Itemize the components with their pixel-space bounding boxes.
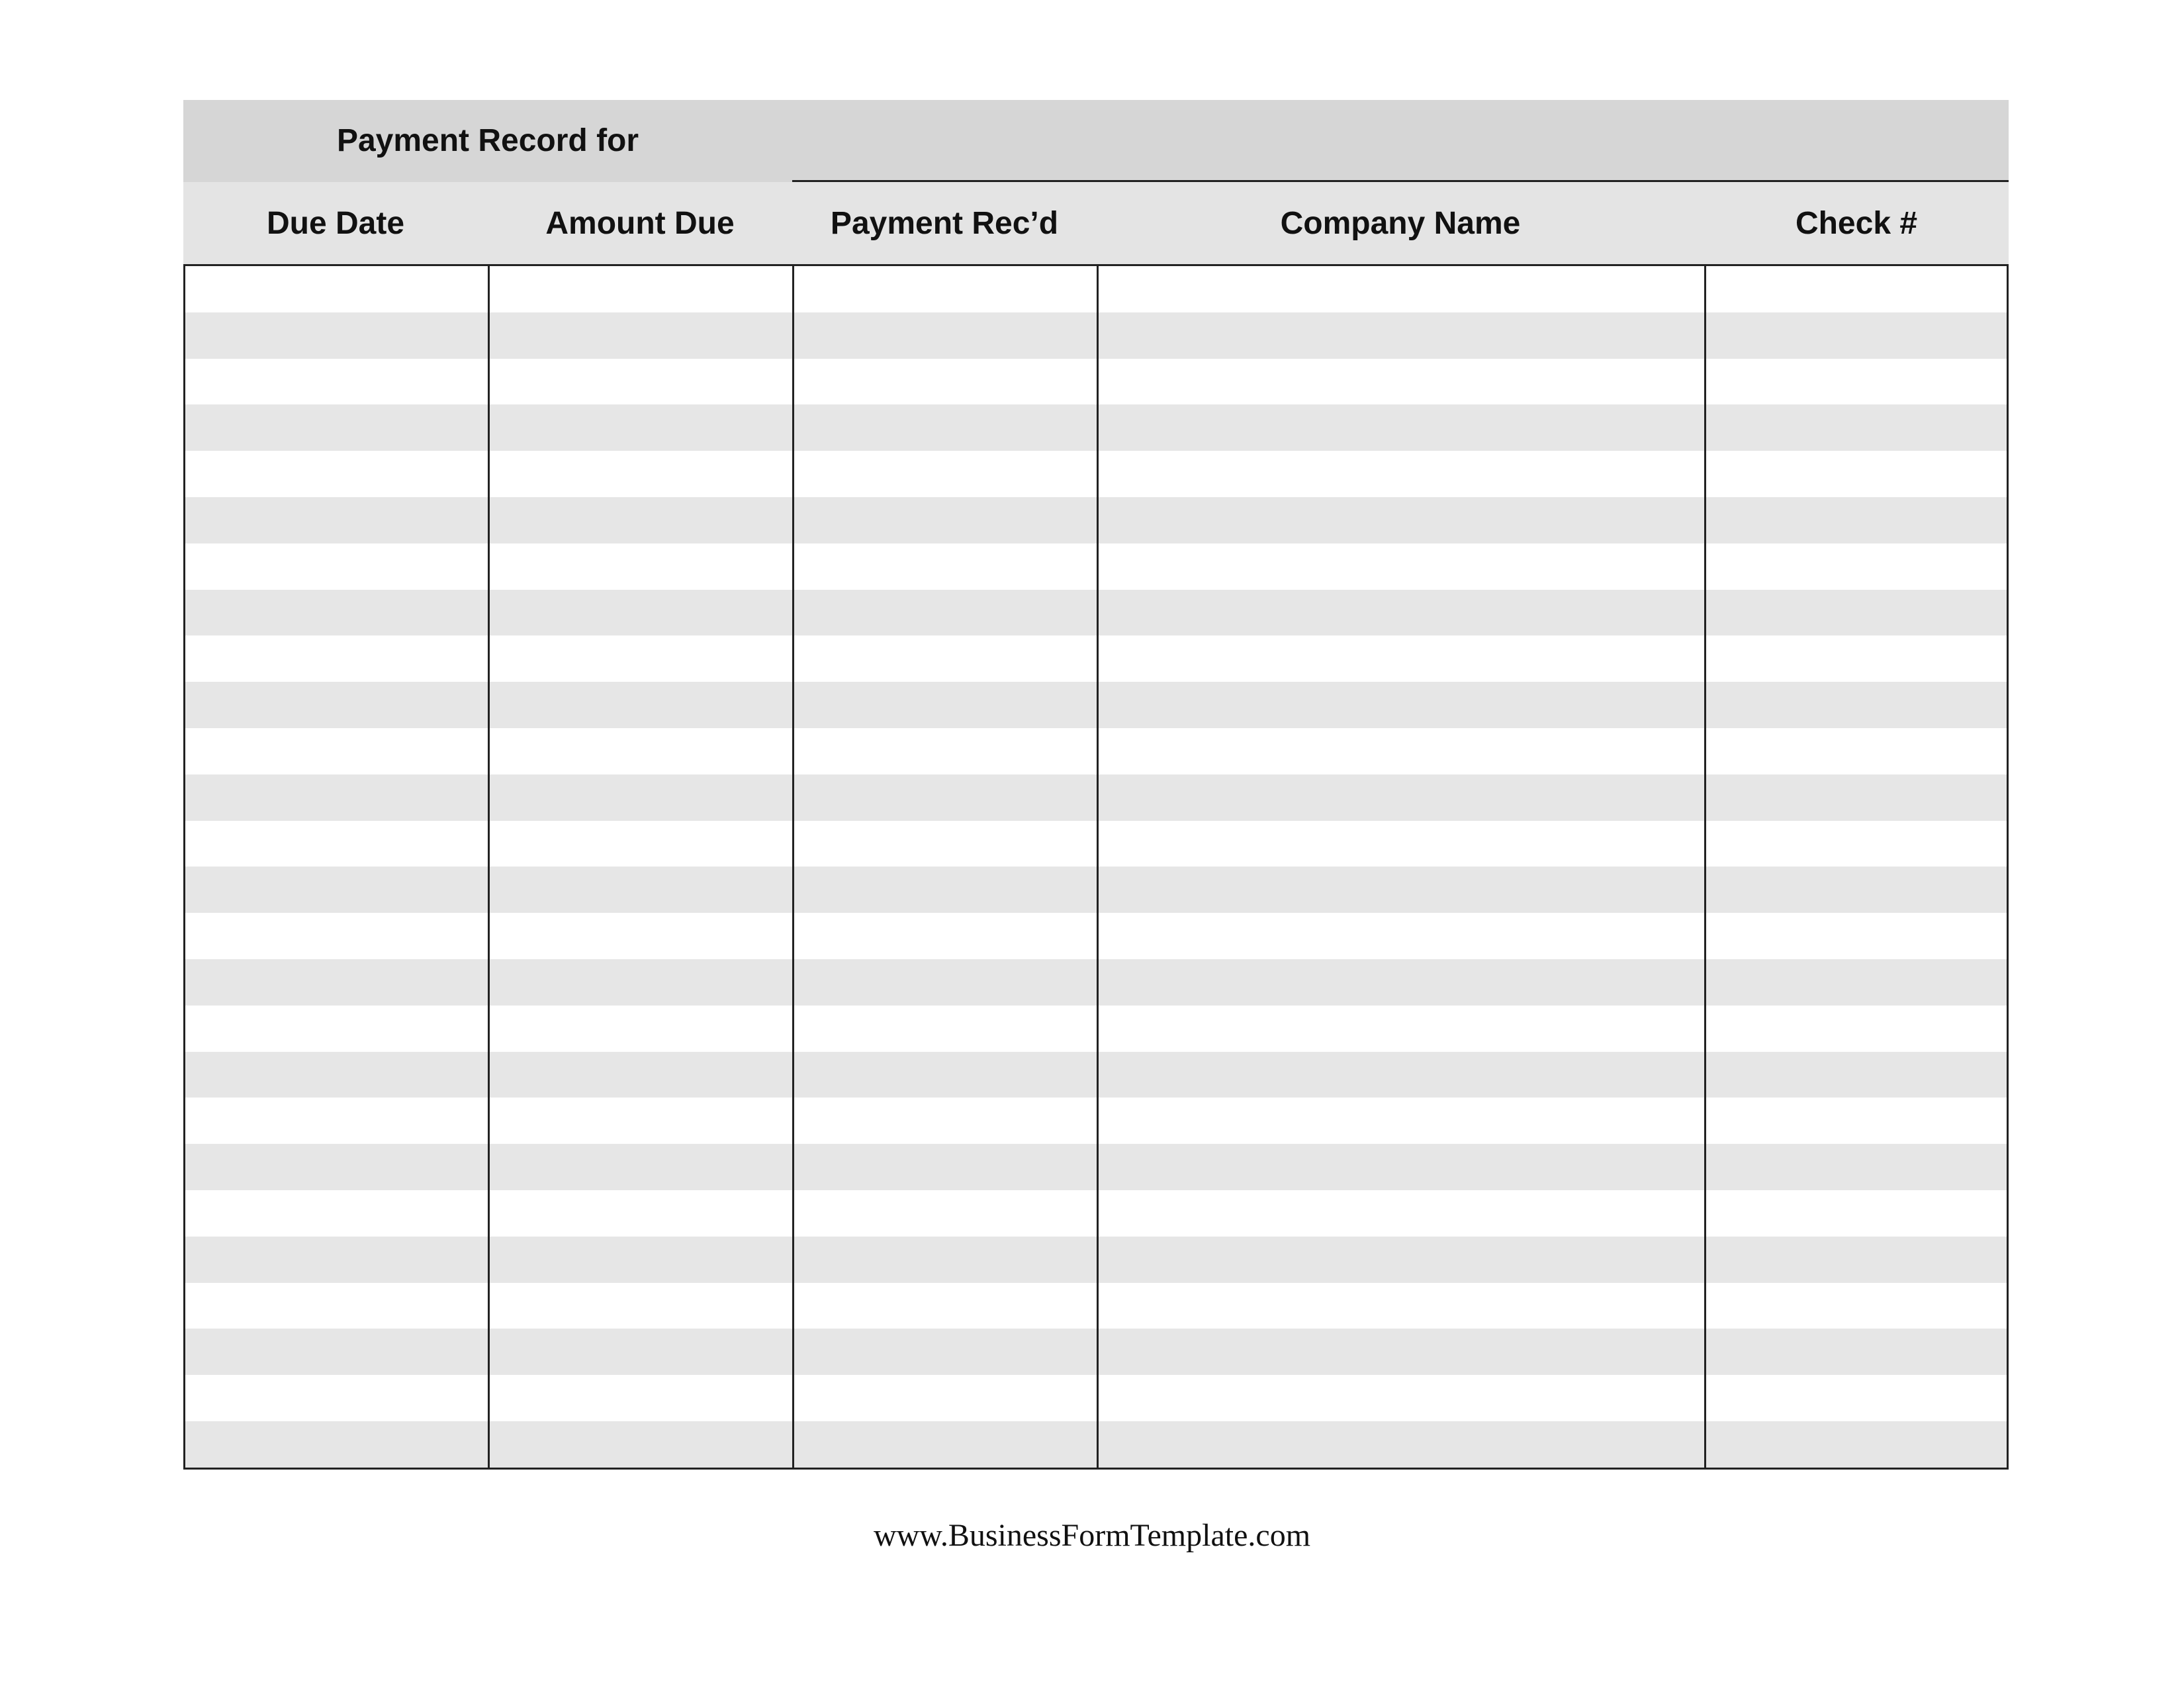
due-date-cell[interactable] [185, 1329, 488, 1375]
due-date-cell[interactable] [185, 913, 488, 959]
due-date-cell[interactable] [185, 635, 488, 682]
amount-due-cell[interactable] [488, 359, 792, 405]
amount-due-cell[interactable] [488, 1375, 792, 1421]
table-row [185, 1421, 2007, 1468]
due-date-cell[interactable] [185, 497, 488, 543]
due-date-cell[interactable] [185, 590, 488, 636]
check-number-cell[interactable] [1704, 497, 2007, 543]
check-number-cell[interactable] [1704, 543, 2007, 590]
due-date-cell[interactable] [185, 821, 488, 867]
company-name-cell[interactable] [1097, 451, 1704, 497]
amount-due-cell[interactable] [488, 682, 792, 728]
amount-due-cell[interactable] [488, 1144, 792, 1190]
company-name-cell[interactable] [1097, 1237, 1704, 1283]
table-row [185, 312, 2007, 359]
payment-record-form [183, 100, 2009, 1470]
footer-website: www.BusinessFormTemplate.com [873, 1518, 1311, 1553]
check-number-cell[interactable] [1704, 682, 2007, 728]
table-row [185, 359, 2007, 405]
amount-due-cell[interactable] [488, 543, 792, 590]
due-date-cell[interactable] [185, 774, 488, 821]
entry-grid [183, 266, 2009, 1470]
check-number-cell[interactable] [1704, 1006, 2007, 1052]
check-number-cell[interactable] [1704, 451, 2007, 497]
table-row [185, 266, 2007, 312]
due-date-cell[interactable] [185, 1237, 488, 1283]
check-number-cell[interactable] [1704, 1283, 2007, 1329]
payment-recd-cell[interactable] [792, 774, 1097, 821]
payment-recd-cell[interactable] [792, 266, 1097, 312]
column-header-company-name: Company Name [1280, 205, 1521, 241]
check-number-cell[interactable] [1704, 1190, 2007, 1237]
check-number-cell[interactable] [1704, 404, 2007, 451]
table-row [185, 867, 2007, 913]
due-date-cell[interactable] [185, 1006, 488, 1052]
company-name-cell[interactable] [1097, 590, 1704, 636]
check-number-cell[interactable] [1704, 1329, 2007, 1375]
due-date-cell[interactable] [185, 1098, 488, 1144]
check-number-cell[interactable] [1704, 821, 2007, 867]
check-number-cell[interactable] [1704, 774, 2007, 821]
company-name-cell[interactable] [1097, 1283, 1704, 1329]
check-number-cell[interactable] [1704, 635, 2007, 682]
payment-recd-cell[interactable] [792, 1237, 1097, 1283]
company-name-cell[interactable] [1097, 497, 1704, 543]
amount-due-cell[interactable] [488, 1237, 792, 1283]
check-number-cell[interactable] [1704, 1375, 2007, 1421]
table-row [185, 635, 2007, 682]
due-date-cell[interactable] [185, 266, 488, 312]
amount-due-cell[interactable] [488, 867, 792, 913]
payment-recd-cell[interactable] [792, 959, 1097, 1006]
check-number-cell[interactable] [1704, 359, 2007, 405]
check-number-cell[interactable] [1704, 867, 2007, 913]
company-name-cell[interactable] [1097, 913, 1704, 959]
amount-due-cell[interactable] [488, 635, 792, 682]
payment-recd-cell[interactable] [792, 1098, 1097, 1144]
company-name-cell[interactable] [1097, 728, 1704, 774]
company-name-cell[interactable] [1097, 867, 1704, 913]
table-row [185, 682, 2007, 728]
name-entry-line[interactable] [792, 180, 2009, 182]
due-date-cell[interactable] [185, 682, 488, 728]
check-number-cell[interactable] [1704, 266, 2007, 312]
company-name-cell[interactable] [1097, 1190, 1704, 1237]
title-band [183, 100, 2009, 182]
table-row [185, 1144, 2007, 1190]
company-name-cell[interactable] [1097, 959, 1704, 1006]
amount-due-cell[interactable] [488, 312, 792, 359]
due-date-cell[interactable] [185, 728, 488, 774]
column-divider [488, 266, 490, 1468]
check-number-cell[interactable] [1704, 312, 2007, 359]
company-name-cell[interactable] [1097, 821, 1704, 867]
company-name-cell[interactable] [1097, 1144, 1704, 1190]
table-row [185, 1098, 2007, 1144]
column-header-due-date: Due Date [266, 205, 405, 241]
table-row [185, 913, 2007, 959]
payment-recd-cell[interactable] [792, 728, 1097, 774]
due-date-cell[interactable] [185, 1375, 488, 1421]
payment-recd-cell[interactable] [792, 1006, 1097, 1052]
payment-recd-cell[interactable] [792, 1190, 1097, 1237]
column-divider [1097, 266, 1099, 1468]
amount-due-cell[interactable] [488, 728, 792, 774]
amount-due-cell[interactable] [488, 1052, 792, 1098]
table-row [185, 1006, 2007, 1052]
payment-recd-cell[interactable] [792, 1329, 1097, 1375]
table-row [185, 1237, 2007, 1283]
payment-recd-cell[interactable] [792, 1283, 1097, 1329]
table-row [185, 1329, 2007, 1375]
due-date-cell[interactable] [185, 543, 488, 590]
check-number-cell[interactable] [1704, 1421, 2007, 1468]
amount-due-cell[interactable] [488, 913, 792, 959]
payment-recd-cell[interactable] [792, 497, 1097, 543]
column-divider [792, 266, 794, 1468]
due-date-cell[interactable] [185, 312, 488, 359]
table-row [185, 451, 2007, 497]
due-date-cell[interactable] [185, 1283, 488, 1329]
company-name-cell[interactable] [1097, 1329, 1704, 1375]
column-header-amount-due: Amount Due [545, 205, 735, 241]
check-number-cell[interactable] [1704, 1052, 2007, 1098]
payment-recd-cell[interactable] [792, 312, 1097, 359]
company-name-cell[interactable] [1097, 682, 1704, 728]
amount-due-cell[interactable] [488, 774, 792, 821]
table-row [185, 1375, 2007, 1421]
payment-recd-cell[interactable] [792, 359, 1097, 405]
table-row [185, 497, 2007, 543]
check-number-cell[interactable] [1704, 1144, 2007, 1190]
payment-recd-cell[interactable] [792, 867, 1097, 913]
check-number-cell[interactable] [1704, 728, 2007, 774]
check-number-cell[interactable] [1704, 1237, 2007, 1283]
due-date-cell[interactable] [185, 451, 488, 497]
amount-due-cell[interactable] [488, 404, 792, 451]
payment-recd-cell[interactable] [792, 1375, 1097, 1421]
due-date-cell[interactable] [185, 1052, 488, 1098]
table-row [185, 404, 2007, 451]
table-row [185, 821, 2007, 867]
payment-recd-cell[interactable] [792, 682, 1097, 728]
company-name-cell[interactable] [1097, 774, 1704, 821]
column-header-check-number: Check # [1795, 205, 1918, 241]
due-date-cell[interactable] [185, 867, 488, 913]
amount-due-cell[interactable] [488, 959, 792, 1006]
due-date-cell[interactable] [185, 1190, 488, 1237]
payment-recd-cell[interactable] [792, 913, 1097, 959]
due-date-cell[interactable] [185, 404, 488, 451]
company-name-cell[interactable] [1097, 1006, 1704, 1052]
amount-due-cell[interactable] [488, 1421, 792, 1468]
amount-due-cell[interactable] [488, 497, 792, 543]
payment-recd-cell[interactable] [792, 451, 1097, 497]
amount-due-cell[interactable] [488, 1329, 792, 1375]
table-row [185, 1283, 2007, 1329]
payment-recd-cell[interactable] [792, 590, 1097, 636]
company-name-cell[interactable] [1097, 1052, 1704, 1098]
payment-recd-cell[interactable] [792, 1144, 1097, 1190]
due-date-cell[interactable] [185, 1421, 488, 1468]
table-row [185, 728, 2007, 774]
payment-recd-cell[interactable] [792, 821, 1097, 867]
company-name-cell[interactable] [1097, 1375, 1704, 1421]
table-row [185, 543, 2007, 590]
due-date-cell[interactable] [185, 959, 488, 1006]
check-number-cell[interactable] [1704, 590, 2007, 636]
table-row [185, 1190, 2007, 1237]
amount-due-cell[interactable] [488, 1283, 792, 1329]
column-header-payment-recd: Payment Rec’d [830, 205, 1059, 241]
amount-due-cell[interactable] [488, 451, 792, 497]
company-name-cell[interactable] [1097, 1421, 1704, 1468]
company-name-cell[interactable] [1097, 1098, 1704, 1144]
company-name-cell[interactable] [1097, 635, 1704, 682]
check-number-cell[interactable] [1704, 913, 2007, 959]
table-row [185, 590, 2007, 636]
amount-due-cell[interactable] [488, 266, 792, 312]
amount-due-cell[interactable] [488, 1190, 792, 1237]
form-title: Payment Record for [336, 123, 639, 158]
table-row [185, 1052, 2007, 1098]
company-name-cell[interactable] [1097, 359, 1704, 405]
check-number-cell[interactable] [1704, 959, 2007, 1006]
payment-recd-cell[interactable] [792, 1421, 1097, 1468]
table-row [185, 774, 2007, 821]
amount-due-cell[interactable] [488, 821, 792, 867]
payment-recd-cell[interactable] [792, 404, 1097, 451]
table-row [185, 959, 2007, 1006]
column-header-row [183, 182, 2009, 266]
company-name-cell[interactable] [1097, 312, 1704, 359]
company-name-cell[interactable] [1097, 404, 1704, 451]
payment-recd-cell[interactable] [792, 635, 1097, 682]
payment-recd-cell[interactable] [792, 1052, 1097, 1098]
payment-recd-cell[interactable] [792, 543, 1097, 590]
amount-due-cell[interactable] [488, 1098, 792, 1144]
amount-due-cell[interactable] [488, 1006, 792, 1052]
column-divider [1704, 266, 1706, 1468]
company-name-cell[interactable] [1097, 543, 1704, 590]
due-date-cell[interactable] [185, 1144, 488, 1190]
amount-due-cell[interactable] [488, 590, 792, 636]
company-name-cell[interactable] [1097, 266, 1704, 312]
check-number-cell[interactable] [1704, 1098, 2007, 1144]
due-date-cell[interactable] [185, 359, 488, 405]
